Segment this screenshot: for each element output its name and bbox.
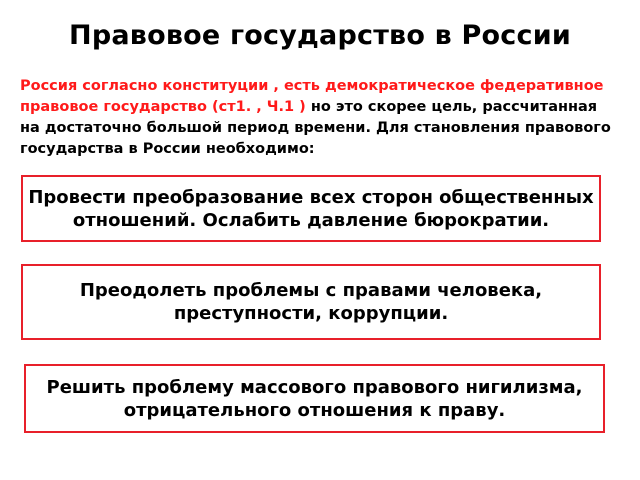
requirement-text: Преодолеть проблемы с правами человека, преступности, коррупции. <box>79 280 543 324</box>
requirement-box-human-rights <box>21 264 601 340</box>
intro-paragraph <box>20 76 620 160</box>
slide-title: Правовое государство в России <box>69 20 571 51</box>
requirement-text: Решить проблему массового правового нигилизма, отрицательного отношения к праву. <box>46 376 583 421</box>
intro-constitution-text: Россия согласно конституции , есть демократическое федеративное правовое государство (ст1. , Ч.1 ) <box>20 78 604 115</box>
requirement-box-legal-nihilism <box>24 364 605 433</box>
requirement-box-reforms <box>21 175 601 242</box>
requirement-text: Провести преобразование всех сторон общественных отношений. Ослабить давление бюрократии. <box>28 186 594 231</box>
intro-continuation-text: но это скорее цель, рассчитанная на достаточно большой период времени. Для становления правового государства в России необходимо: <box>20 99 611 157</box>
